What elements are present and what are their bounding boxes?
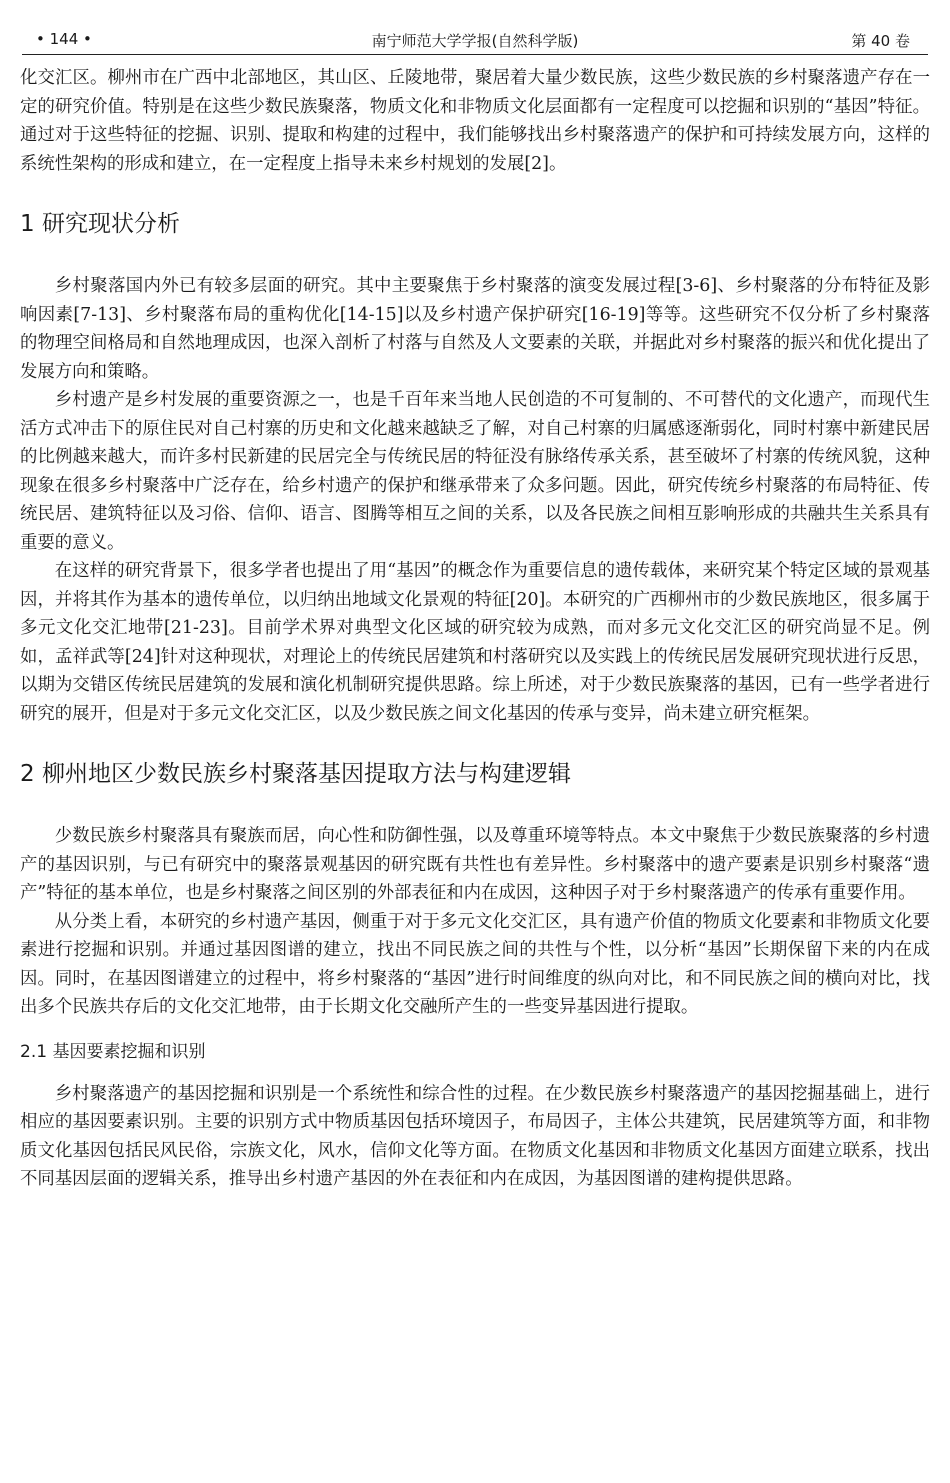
article-body [20, 64, 930, 1194]
section-1-paragraph: 乡村聚落国内外已有较多层面的研究。其中主要聚焦于乡村聚落的演变发展过程[3-6]、乡村聚落的分布特征及影响因素[7-13]、乡村聚落布局的重构优化[14-15]以及乡村遗产保护研究[16-19]等等。这些研究不仅分析了乡村聚落的物理空间格局和自然地理成因，也深入剖析了村落与自然及人文要素的关联，并据此对乡村聚落的振兴和优化提出了发展方向和策略。 [20, 276, 930, 382]
section-1-paragraph: 乡村遗产是乡村发展的重要资源之一，也是千百年来当地人民创造的不可复制的、不可替代的文化遗产，而现代生活方式冲击下的原住民对自己村寨的历史和文化越来越缺乏了解，对自己村寨的归属感逐渐弱化，同时村寨中新建民居的比例越来越大，而许多村民新建的民居完全与传统民居的特征没有脉络传承关系，甚至破坏了村寨的传统风貌，这种现象在很多乡村聚落中广泛存在，给乡村遗产的保护和继承带来了众多问题。因此，研究传统乡村聚落的布局特征、传统民居、建筑特征以及习俗、信仰、语言、图腾等相互之间的关系，以及各民族之间相互影响形成的共融共生关系具有重要的意义。 [20, 390, 930, 553]
journal-title: 南宁师范大学学报(自然科学版) [371, 32, 579, 50]
section-1-heading: 1 研究现状分析 [20, 211, 180, 237]
page-number: • 144 • [36, 30, 92, 48]
volume-number: 第 40 卷 [851, 32, 910, 50]
section-2-paragraph: 从分类上看，本研究的乡村遗产基因，侧重于对于多元文化交汇区，具有遗产价值的物质文化要素和非物质文化要素进行挖掘和识别。并通过基因图谱的建立，找出不同民族之间的共性与个性，以分析“基因”长期保留下来的内在成因。同时，在基因图谱建立的过程中，将乡村聚落的“基因”进行时间维度的纵向对比，和不同民族之间的横向对比，找出多个民族共存后的文化交汇地带，由于长期文化交融所产生的一些变异基因进行提取。 [20, 911, 930, 1017]
section-2-paragraph: 少数民族乡村聚落具有聚族而居，向心性和防御性强，以及尊重环境等特点。本文中聚焦于少数民族聚落的乡村遗产的基因识别，与已有研究中的聚落景观基因的研究既有共性也有差异性。乡村聚落中的遗产要素是识别乡村聚落“遗产”特征的基本单位，也是乡村聚落之间区别的外部表征和内在成因，这种因子对于乡村聚落遗产的传承有重要作用。 [20, 826, 930, 903]
section-1-paragraph: 在这样的研究背景下，很多学者也提出了用“基因”的概念作为重要信息的遗传载体，来研究某个特定区域的景观基因，并将其作为基本的遗传单位，以归纳出地域文化景观的特征[20]。本研究的广西柳州市的少数民族地区，很多属于多元文化交汇地带[21-23]。目前学术界对典型文化区域的研究较为成熟，而对多元文化交汇区的研究尚显不足。例如，孟祥武等[24]针对这种现状，对理论上的传统民居建筑和村落研究以及实践上的传统民居发展研究现状进行反思，以期为交错区传统民居建筑的发展和演化机制研究提供思路。综上所述，对于少数民族聚落的基因，已有一些学者进行研究的展开，但是对于多元文化交汇区，以及少数民族之间文化基因的传承与变异，尚未建立研究框架。 [20, 561, 930, 724]
section-2-heading: 2 柳州地区少数民族乡村聚落基因提取方法与构建逻辑 [20, 761, 571, 787]
subsection-2-1-paragraph: 乡村聚落遗产的基因挖掘和识别是一个系统性和综合性的过程。在少数民族乡村聚落遗产的基因挖掘基础上，进行相应的基因要素识别。主要的识别方式中物质基因包括环境因子，布局因子，主体公共建筑，民居建筑等方面，和非物质文化基因包括民风民俗，宗族文化，风水，信仰文化等方面。在物质文化基因和非物质文化基因方面建立联系，找出不同基因层面的逻辑关系，推导出乡村遗产基因的外在表征和内在成因，为基因图谱的建构提供思路。 [20, 1083, 930, 1189]
intro-paragraph: 化交汇区。柳州市在广西中北部地区，其山区、丘陵地带，聚居着大量少数民族，这些少数民族的乡村聚落遗产存在一定的研究价值。特别是在这些少数民族聚落，物质文化和非物质文化层面都有一定程度可以挖掘和识别的“基因”特征。通过对于这些特征的挖掘、识别、提取和构建的过程中，我们能够找出乡村聚落遗产的保护和可持续发展方向，这样的系统性架构的形成和建立，在一定程度上指导未来乡村规划的发展[2]。 [20, 68, 930, 174]
running-header [22, 26, 928, 55]
subsection-2-1-heading: 2.1 基因要素挖掘和识别 [20, 1041, 206, 1062]
